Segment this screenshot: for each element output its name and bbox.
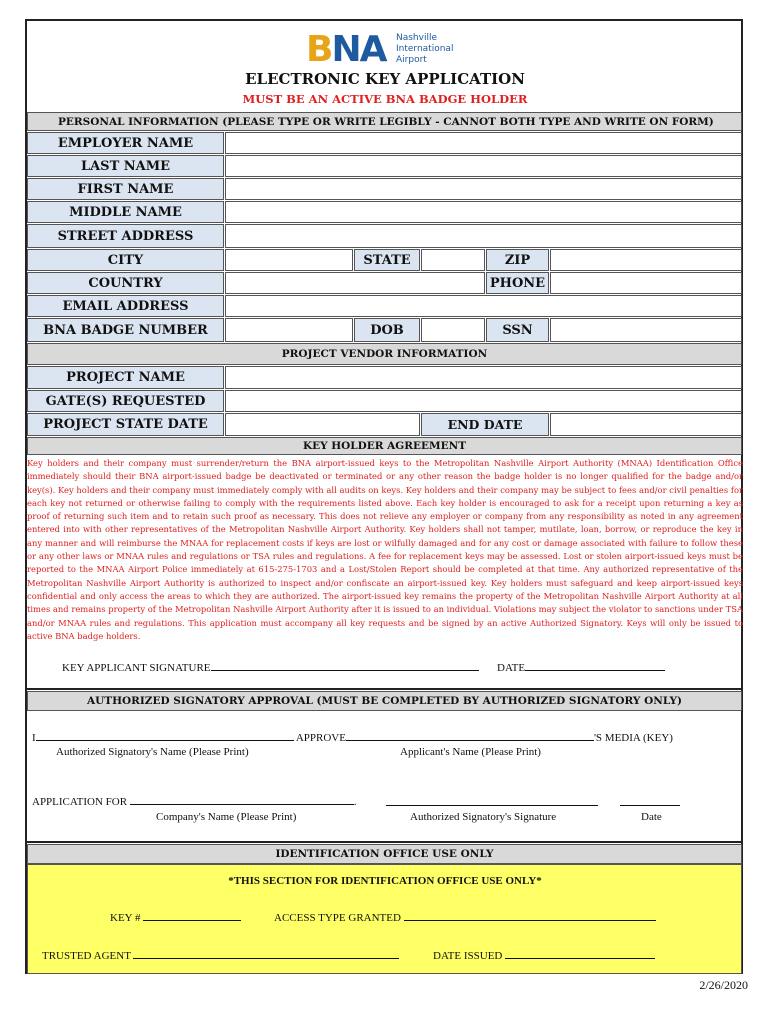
date-caption: Date (641, 811, 662, 823)
signatory-signature-caption: Authorized Signatory's Signature (410, 811, 557, 823)
dob-field[interactable] (421, 318, 485, 342)
approve-label: APPROVE (295, 732, 346, 744)
state-field[interactable] (421, 249, 485, 271)
applicant-signature-row (62, 660, 479, 674)
zip-label: ZIP (486, 249, 549, 271)
key-number-label: KEY # (110, 912, 141, 924)
logo-line-1: Nashville (396, 33, 438, 43)
personal-section-header: PERSONAL INFORMATION (PLEASE TYPE OR WRITE LEGIBLY - CANNOT BOTH TYPE AND WRITE ON FORM) (27, 112, 742, 131)
date-issued-label: DATE ISSUED (433, 950, 503, 962)
application-for-row: APPLICATION FOR . (32, 796, 357, 808)
key-number-line[interactable] (143, 910, 241, 921)
last-name-label: LAST NAME (27, 155, 224, 177)
office-notice: *THIS SECTION FOR IDENTIFICATION OFFICE USE ONLY* (228, 875, 542, 887)
company-name-line[interactable] (130, 794, 354, 805)
signatory-name-line[interactable] (36, 730, 294, 741)
signatory-name-caption: Authorized Signatory's Name (Please Print) (56, 746, 249, 758)
employer-name-label: EMPLOYER NAME (27, 132, 224, 154)
applicant-date-label: DATE (497, 662, 526, 674)
application-for-label: APPLICATION FOR (32, 796, 128, 808)
form-title: ELECTRONIC KEY APPLICATION (245, 70, 525, 88)
key-number-row (110, 910, 241, 924)
country-field[interactable] (225, 272, 485, 294)
middle-name-label: MIDDLE NAME (27, 201, 224, 223)
end-date-field[interactable] (550, 413, 742, 436)
project-name-label: PROJECT NAME (27, 366, 224, 389)
applicant-date-line[interactable] (525, 660, 665, 671)
media-label: 'S MEDIA (KEY) (593, 732, 673, 744)
street-address-field[interactable] (225, 224, 742, 248)
applicant-signature-line[interactable] (211, 660, 479, 671)
badge-number-field[interactable] (225, 318, 353, 342)
phone-field[interactable] (550, 272, 742, 294)
gates-requested-field[interactable] (225, 390, 742, 412)
city-label: CITY (27, 249, 224, 271)
applicant-signature-label: KEY APPLICANT SIGNATURE (62, 662, 211, 674)
trusted-agent-row (42, 948, 399, 962)
divider (27, 688, 742, 690)
logo-line-3: Airport (396, 55, 427, 65)
form-revision-date: 2/26/2020 (699, 978, 748, 992)
i-label: I (32, 732, 36, 744)
approval-row (32, 730, 673, 744)
country-label: COUNTRY (27, 272, 224, 294)
project-start-date-label: PROJECT STATE DATE (27, 413, 224, 436)
first-name-label: FIRST NAME (27, 178, 224, 200)
applicant-name-line[interactable] (346, 730, 594, 741)
ssn-field[interactable] (550, 318, 742, 342)
middle-name-field[interactable] (225, 201, 742, 223)
company-caption: Company's Name (Please Print) (156, 811, 297, 823)
logo-line-2: International (396, 44, 454, 54)
divider (27, 841, 742, 843)
agreement-text: Key holders and their company must surrender/return the BNA airport-issued keys to the Metropolitan Nashville Airport Authority (MNAA) Identification Office immediately should their BNA airport-issued badge be deactivated or terminated or any other reason the badge holder is no longer qualified for the badge and/or key(s). Key holders and their company must immediately comply with all audits on keys. Key holders and their company may be subject to fees and/or civil penalties for each key not returned or otherwise failing to comply with the requirements listed above. Each key holder is encouraged to ask for a receipt upon returning a key as proof of returning such item and to retain such proof as necessary. This does not relieve any employer or company from any responsibility as noted in any agreement entered into with other representatives of the Metropolitan Nashville Airport Authority. Key holders shall not tamper, mutilate, loan, borrow, or reproduce the key in any manner and will reimburse the MNAA for replacement costs if keys are lost or wilfully damaged and for any cost or damage associated with failure to follow these or any other laws or MNAA rules and regulations or TSA rules and regulations. A fee for replacement keys may be assessed. Lost or stolen airport-issued keys must be reported to the MNAA Airport Police immediately at 615-275-1703 and a Lost/Stolen Report should be completed at that time. Any authorized representative of the Metropolitan Nashville Airport Authority is authorized to inspect and/or confiscate an airport-issued key. Key holders must safeguard and keep airport-issued keys confidential and only access the areas to which they are authorized. The airport-issued key remains the property of the Metropolitan Nashville Airport Authority at all times and remains property of the Metropolitan Nashville Airport Authority after it is issued to an individual. Violations may subject the violator to sanctions under TSA and/or MNAA rules and regulations. This application must accompany all key requests and be signed by an active Authorized Signatory. Keys will only be issued to active BNA badge holders. (27, 458, 743, 641)
last-name-field[interactable] (225, 155, 742, 177)
email-label: EMAIL ADDRESS (27, 295, 224, 317)
gates-requested-label: GATE(S) REQUESTED (27, 390, 224, 412)
agreement-section-header: KEY HOLDER AGREEMENT (27, 437, 742, 455)
end-date-label: END DATE (421, 413, 549, 436)
street-address-label: STREET ADDRESS (27, 224, 224, 248)
trusted-agent-label: TRUSTED AGENT (42, 950, 131, 962)
phone-label: PHONE (486, 272, 549, 294)
access-type-line[interactable] (404, 910, 656, 921)
access-type-label: ACCESS TYPE GRANTED (274, 912, 401, 924)
project-name-field[interactable] (225, 366, 742, 389)
email-field[interactable] (225, 295, 742, 317)
applicant-name-caption: Applicant's Name (Please Print) (400, 746, 541, 758)
state-label: STATE (354, 249, 420, 271)
access-type-row (274, 910, 656, 924)
date-issued-row (433, 948, 655, 962)
dob-label: DOB (354, 318, 420, 342)
signatory-signature-line[interactable] (386, 795, 598, 806)
vendor-section-header: PROJECT VENDOR INFORMATION (27, 343, 742, 365)
first-name-field[interactable] (225, 178, 742, 200)
approval-date-line[interactable] (620, 795, 680, 806)
office-section-header: IDENTIFICATION OFFICE USE ONLY (27, 844, 742, 864)
form-subtitle: MUST BE AN ACTIVE BNA BADGE HOLDER (242, 92, 528, 106)
employer-name-field[interactable] (225, 132, 742, 154)
ssn-label: SSN (486, 318, 549, 342)
city-field[interactable] (225, 249, 353, 271)
zip-field[interactable] (550, 249, 742, 271)
approval-section-header: AUTHORIZED SIGNATORY APPROVAL (MUST BE COMPLETED BY AUTHORIZED SIGNATORY ONLY) (27, 691, 742, 711)
bna-logo: BNA Nashville International Airport (306, 29, 454, 70)
trusted-agent-line[interactable] (133, 948, 399, 959)
badge-number-label: BNA BADGE NUMBER (27, 318, 224, 342)
applicant-date-row (497, 660, 665, 674)
date-issued-line[interactable] (505, 948, 655, 959)
project-start-date-field[interactable] (225, 413, 420, 436)
